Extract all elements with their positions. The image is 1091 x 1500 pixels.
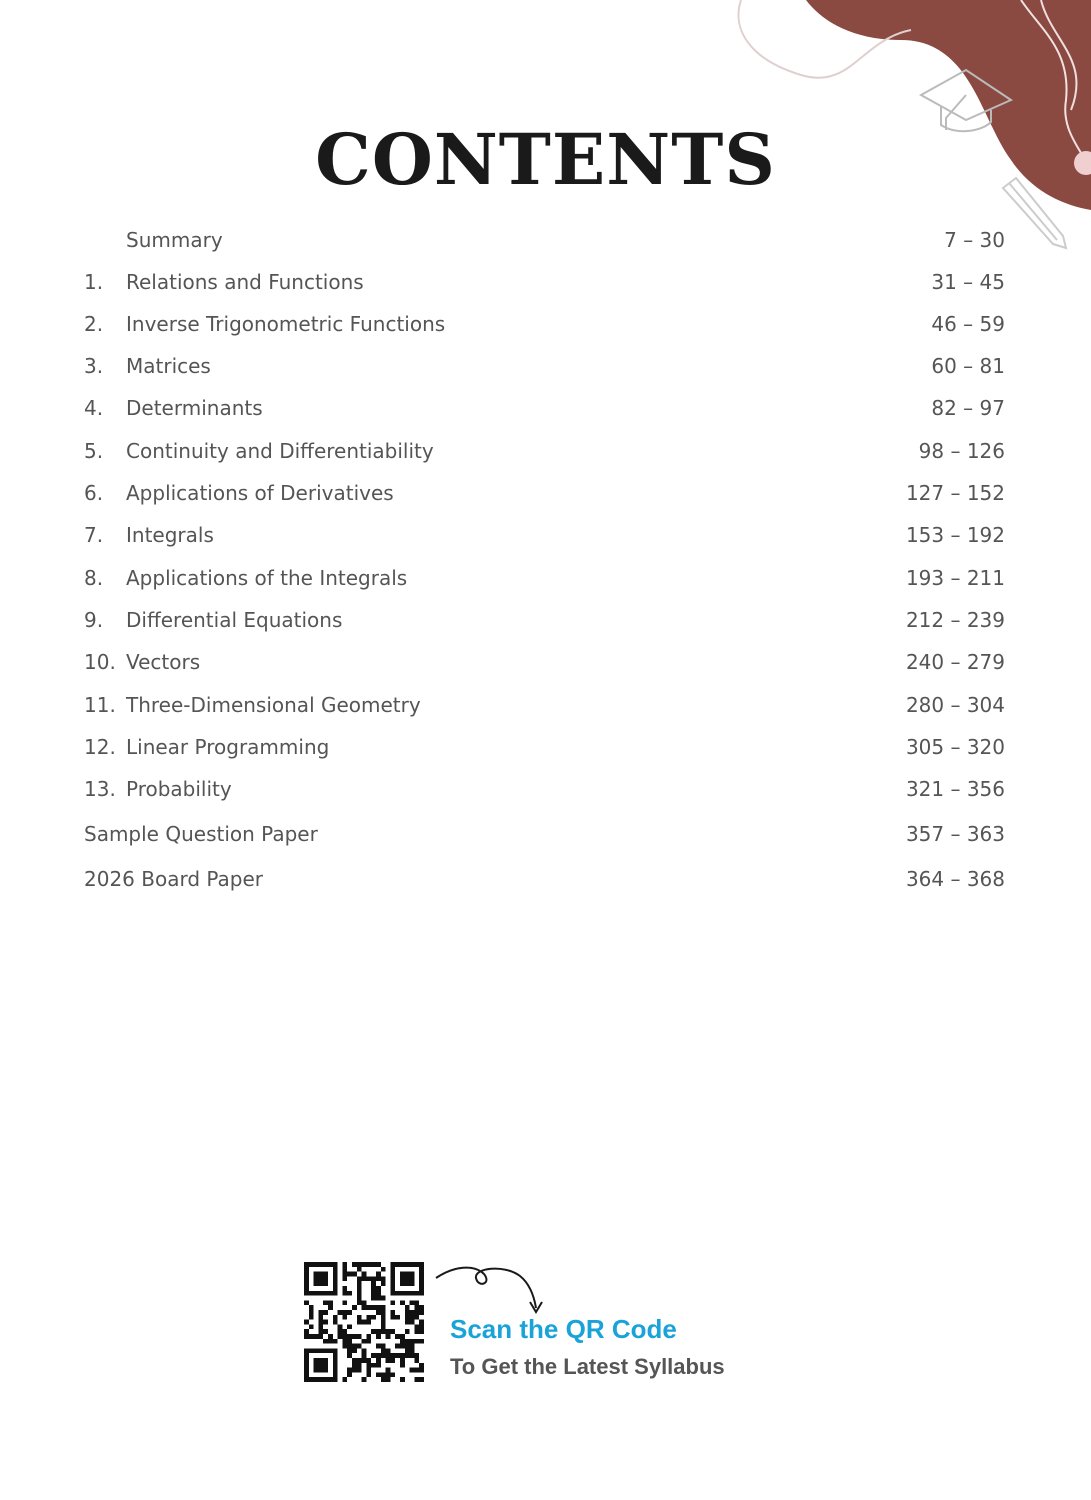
toc-chapter-number: 8.: [84, 566, 104, 590]
toc-chapter-number: 12.: [84, 735, 116, 759]
toc-row: [84, 690, 1005, 720]
toc-chapter-title: Linear Programming: [126, 735, 330, 759]
toc-chapter-title: Continuity and Differentiability: [126, 439, 434, 463]
toc-chapter-title: Relations and Functions: [126, 270, 364, 294]
qr-code-icon[interactable]: [304, 1262, 424, 1382]
toc-chapter-title: Vectors: [126, 650, 201, 674]
toc-page-range: 280 – 304: [905, 693, 1005, 717]
toc-page-range: 240 – 279: [905, 650, 1005, 674]
page-title: CONTENTS: [315, 118, 776, 201]
toc-chapter-number: 9.: [84, 608, 104, 632]
toc-page-range: 364 – 368: [905, 867, 1005, 891]
toc-row: [84, 267, 1005, 297]
toc-page-range: 193 – 211: [905, 566, 1005, 590]
toc-page-range: 357 – 363: [905, 822, 1005, 846]
toc-chapter-number: 1.: [84, 270, 104, 294]
scan-qr-subtitle: To Get the Latest Syllabus: [450, 1354, 725, 1379]
toc-row: [84, 520, 1005, 550]
toc-row: [84, 774, 1005, 804]
toc-chapter-title: Inverse Trigonometric Functions: [126, 312, 446, 336]
toc-chapter-title: Matrices: [126, 354, 211, 378]
toc-chapter-number: 11.: [84, 693, 116, 717]
toc-page-range: 153 – 192: [905, 523, 1005, 547]
toc-page-range: 46 – 59: [931, 312, 1005, 336]
toc-chapter-number: 10.: [84, 650, 116, 674]
toc-row: [84, 563, 1005, 593]
toc-page-range: 60 – 81: [931, 354, 1005, 378]
curved-arrow-icon: [434, 1262, 554, 1314]
toc-row: [84, 225, 1005, 255]
toc-page-range: 212 – 239: [905, 608, 1005, 632]
qr-section: [304, 1262, 744, 1392]
toc-row: [84, 605, 1005, 635]
toc-page-range: 82 – 97: [931, 396, 1005, 420]
toc-row: [84, 436, 1005, 466]
toc-chapter-number: 13.: [84, 777, 116, 801]
toc-page-range: 98 – 126: [918, 439, 1005, 463]
toc-chapter-title: Probability: [126, 777, 232, 801]
toc-chapter-number: 4.: [84, 396, 104, 420]
toc-page-range: 7 – 30: [944, 228, 1005, 252]
toc-chapter-number: 2.: [84, 312, 104, 336]
toc-row: [84, 864, 1005, 894]
toc-row: [84, 309, 1005, 339]
toc-chapter-title: Determinants: [126, 396, 263, 420]
toc-row: [84, 478, 1005, 508]
scan-qr-title: Scan the QR Code: [450, 1314, 677, 1344]
toc-chapter-title: Applications of the Integrals: [126, 566, 408, 590]
toc-chapter-title: Summary: [126, 228, 223, 252]
toc-chapter-number: 7.: [84, 523, 104, 547]
toc-chapter-title: Integrals: [126, 523, 214, 547]
toc-row: [84, 351, 1005, 381]
toc-page-range: 127 – 152: [905, 481, 1005, 505]
toc-page-range: 305 – 320: [905, 735, 1005, 759]
toc-chapter-title: Differential Equations: [126, 608, 343, 632]
toc-page-range: 31 – 45: [931, 270, 1005, 294]
toc-row: [84, 819, 1005, 849]
toc-chapter-number: 6.: [84, 481, 104, 505]
toc-row: [84, 647, 1005, 677]
toc-page-range: 321 – 356: [905, 777, 1005, 801]
toc-chapter-title: Sample Question Paper: [84, 822, 318, 846]
toc-row: [84, 732, 1005, 762]
toc-row: [84, 393, 1005, 423]
toc-chapter-number: 3.: [84, 354, 104, 378]
toc-chapter-title: Three-Dimensional Geometry: [126, 693, 421, 717]
toc-chapter-title: 2026 Board Paper: [84, 867, 264, 891]
toc-chapter-title: Applications of Derivatives: [126, 481, 394, 505]
toc-chapter-number: 5.: [84, 439, 104, 463]
